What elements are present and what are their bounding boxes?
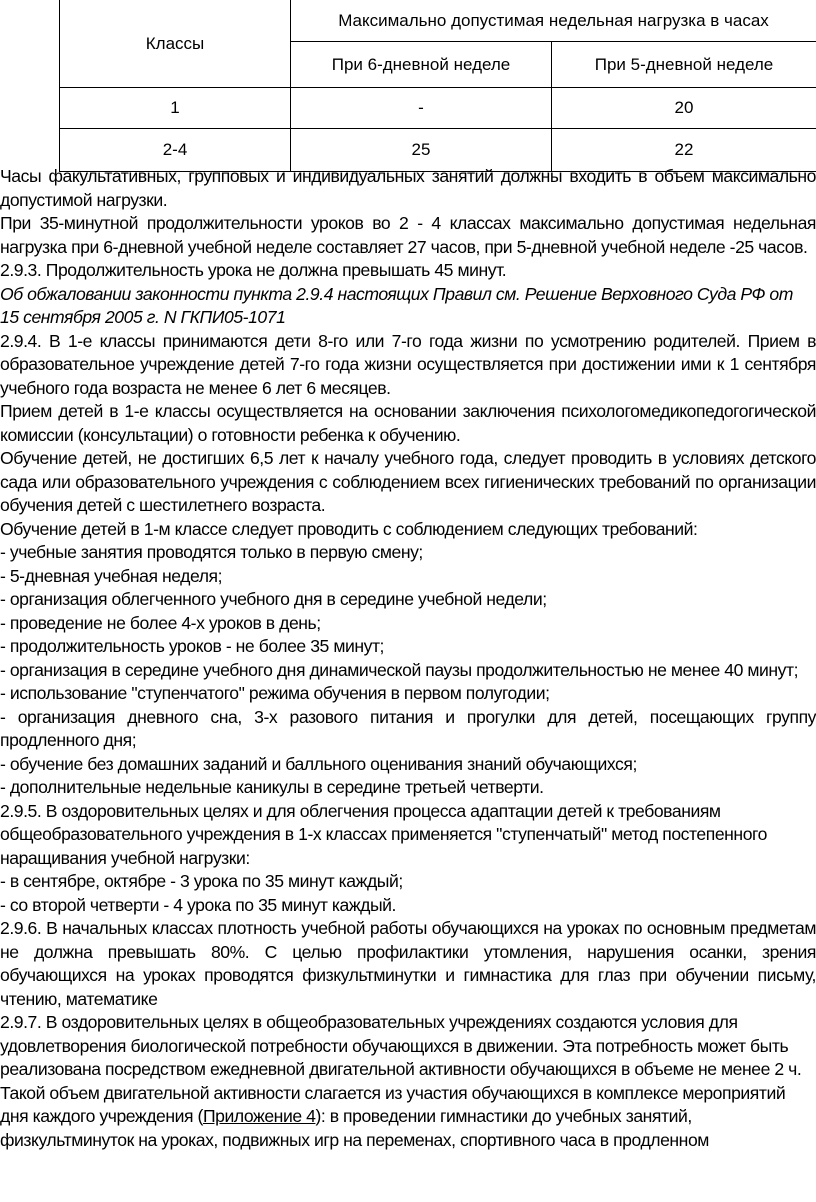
list-item: - учебные занятия проводятся только в первую смену; [0, 542, 423, 562]
paragraph-2-9-7-text-end: ): в проведении гимнастики до учебных занятий, физкультминуток на уроках, подвижных игр на переменах, спортивного часа в продленном [0, 1106, 709, 1150]
table-header-row [60, 0, 816, 42]
paragraph-2-9-5: 2.9.5. В оздоровительных целях и для облегчения процесса адаптации детей к требованиям общеобразовательного учреждения в 1-х классах применяется "ступенчатый" метод постепенного наращивания учебной нагрузки: [0, 800, 767, 868]
paragraph-35-minute-lessons: При 35-минутной продолжительности уроков во 2 - 4 классах максимально допустимая недельная нагрузка при 6-дневной учебной неделе составляет 27 часов, при 5-дневной учебной неделе -25 часов. [0, 213, 816, 257]
list-item: - со второй четверти - 4 урока по 35 минут каждый. [0, 894, 396, 915]
cell-class: 1 [60, 88, 291, 129]
paragraph-admission: Прием детей в 1-е классы осуществляется на основании заключения психологомедикопедогогической комиссии (консультации) о готовности ребенка к обучению. [0, 401, 816, 445]
list-item: - продолжительность уроков - не более 35 минут; [0, 636, 384, 656]
paragraph-2-9-3: 2.9.3. Продолжительность урока не должна превышать 45 минут. [0, 260, 507, 280]
list-item: - 5-дневная учебная неделя; [0, 565, 223, 586]
cell-class: 2-4 [60, 129, 291, 172]
weekly-load-table-container [59, 0, 816, 172]
paragraph-2-9-4: 2.9.4. В 1-е классы принимаются дети 8-го или 7-го года жизни по усмотрению родителей. Прием в образовательное учреждение детей 7-го года жизни осуществляется при достижении ими к 1 сентября учебного года возраста не менее 6 лет 6 месяцев. [0, 330, 816, 398]
list-item: - использование "ступенчатого" режима обучения в первом полугодии; [0, 683, 550, 703]
list-item: - дополнительные недельные каникулы в середине третьей четверти. [0, 777, 544, 797]
paragraph-optional-hours: Часы факультативных, групповых и индивидуальных занятий должны входить в объем максимально допустимой нагрузки. [0, 166, 816, 210]
list-item: - проведение не более 4-х уроков в день; [0, 612, 321, 633]
document-body [0, 165, 816, 1152]
header-classes: Классы [60, 0, 291, 88]
paragraph-2-9-7 [0, 1011, 816, 1152]
paragraph-under-6-5: Обучение детей, не достигших 6,5 лет к началу учебного года, следует проводить в условиях детского сада или образовательного учреждения с соблюдением всех гигиенических требований по организации обучения детей с шестилетнего возраста. [0, 448, 816, 515]
list-item: - организация дневного сна, 3-х разового питания и прогулки для детей, посещающих группу продленного дня; [0, 706, 816, 750]
table-row [60, 88, 816, 129]
list-item: - обучение без домашних заданий и балльного оценивания знаний обучающихся; [0, 753, 637, 774]
list-item: - организация облегченного учебного дня в середине учебной недели; [0, 589, 547, 609]
paragraph-2-9-7-text-start: 2.9.7. В оздоровительных целях в общеобразовательных учреждениях создаются условия для удовлетворения биологической потребности обучающихся в движении. Эта потребность может быть реализована посредством ежедневной двигательной активности обучающихся в объеме не менее 2 ч. Такой объем двигательной активности слагается из участия обучающихся в комплексе мероприятий дня каждого учреждения ( [0, 1012, 802, 1126]
weekly-load-table [59, 0, 816, 172]
paragraph-2-9-6: 2.9.6. В начальных классах плотность учебной работы обучающихся на уроках по основным предметам не должна превышать 80%. С целью профилактики утомления, нарушения осанки, зрения обучающихся на уроках проводятся физкультминутки и гимнастика для глаз при обучении письму, чтению, математике [0, 918, 816, 1009]
appendix-4-link[interactable]: Приложение 4 [202, 1106, 316, 1126]
cell-5day: 20 [552, 88, 816, 129]
cell-6day: 25 [291, 129, 552, 172]
cell-6day: - [291, 88, 552, 129]
cell-5day: 22 [552, 129, 816, 172]
list-item: - организация в середине учебного дня динамической паузы продолжительностью не менее 40 минут; [0, 659, 799, 680]
header-6day: При 6-дневной неделе [291, 42, 552, 88]
list-item: - в сентябре, октябре - 3 урока по 35 минут каждый; [0, 871, 403, 891]
court-decision-note: Об обжаловании законности пункта 2.9.4 настоящих Правил см. Решение Верховного Суда РФ от 15 сентября 2005 г. N ГКПИ05-1071 [0, 283, 793, 327]
paragraph-first-grade-requirements: Обучение детей в 1-м классе следует проводить с соблюдением следующих требований: [0, 518, 698, 539]
header-5day: При 5-дневной неделе [552, 42, 816, 88]
header-max-load: Максимально допустимая недельная нагрузка в часах [291, 0, 816, 42]
